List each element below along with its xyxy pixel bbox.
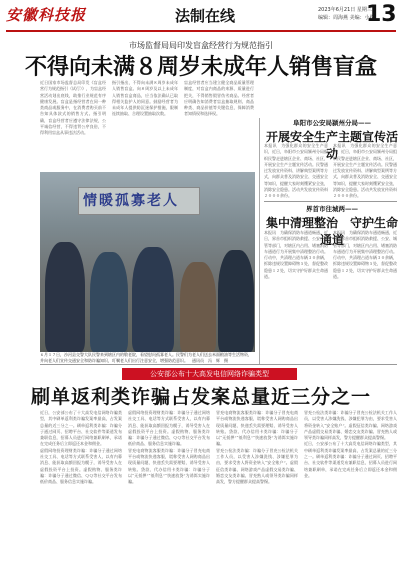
side-story1-headline: 开展安全生产主题宣传活动 xyxy=(265,130,398,161)
top-story-headline: 不得向未满８周岁未成年人销售盲盒 xyxy=(24,55,377,80)
lower-story-banner: 公安部公布十大高发电信网络诈骗类型 xyxy=(122,368,297,380)
photo-person xyxy=(90,252,128,352)
section-divider xyxy=(40,364,397,365)
photo-person xyxy=(45,242,85,352)
side-story2-headline: 集中清理整治 守护生命通道 xyxy=(265,216,398,247)
photo-person xyxy=(218,250,254,352)
news-photo xyxy=(40,172,255,352)
side-story2-body-a: 本报讯 为确保消防车通道畅通，近日，界首市组织消防救援、公安、城管等部门，对辖区内占用、堵塞消防车通道行为开展集中清理整治行动。行动中，共清理占道车辆３０余辆，拆除违规设置障碍物５处，督促整改隐患１２处，切实守护好群众生命通道。 xyxy=(264,230,328,280)
top-story-column-3: 盲盒经营者应当建立健全商品质量管理制度，对盲盒内商品的来源、质量进行把关，不得销售假冒伪劣商品。经营者应明确告知消费者盲盒抽取规则、商品种类、商品价值等关键信息，保障消费者知情权和选择权。 xyxy=(184,80,254,117)
side-story2-body-b: 本报讯 为确保消防车通道畅通，近日，界首市组织消防救援、公安、城管等部门，对辖区内占用、堵塞消防车通道行为开展集中清理整治行动。行动中，共清理占道车辆３０余辆，拆除违规设置障碍物５处，督促整改隐患１２处，切实守护好群众生命通道。 xyxy=(333,230,397,280)
column-divider xyxy=(259,118,260,364)
photo-banner-text: 情暖孤寡老人 xyxy=(83,193,179,209)
lower-story-column-4: 冒充公检法类诈骗：诈骗分子冒充公检法机关工作人员，以受害人涉嫌洗钱、涉嫌犯罪为由，要求受害人将资金转入“安全账户”。虚假征信类诈骗、网络游戏产品虚假交易类诈骗、婚恋交友类诈骗、冒充熟人或领导类诈骗同样高发，警方提醒群众提高警惕。 近日，公安部公布了十大高发电信网络诈骗类型，其中刷单返利类诈骗发案率最高，占发案总量的近三分之一。刷单返利类诈骗：诈骗分子通过网页、招聘平台、社交软件等渠道发布兼职信息，招募人员进行网络兼职刷单，承诺在完成任务后立即返还本金和佣金。 xyxy=(304,410,397,478)
section-divider xyxy=(264,201,397,202)
photo-person xyxy=(132,247,174,352)
issue-date: 2023年6月21日 星期三 xyxy=(318,7,372,13)
side-story1-kicker: 阜阳市公安局颍州分局—— xyxy=(293,119,371,127)
side-story1-body-b: 本报讯 为强化群众的安全生产意识，近日，阜阳市公安局颍州分局组织民警走进辖区企业、商场、社区，开展安全生产主题宣传活动。民警通过发放宣传资料、讲解典型案例等方式，向群众普及消防安全、交通安全等知识，提醒大家时刻绷紧安全弦，消除安全隐患。活动共发放宣传资料２０００余份。 xyxy=(333,143,397,199)
page-number: 13 xyxy=(366,2,397,27)
top-story-column-2: 指引指出，不得向未满８周岁未成年人销售盲盒。向８周岁及以上未成年人销售盲盒商品，应当依法确认已取得相关监护人的同意。鼓励经营者为未成年人提供防沉迷保护措施，限制连续抽取、合理设置抽取次数。 xyxy=(112,80,178,117)
photo-credit: 通讯员 冯 辉 摄 xyxy=(192,358,228,363)
side-story2-kicker: 界首市往城两—— xyxy=(306,205,358,213)
masthead xyxy=(0,0,402,30)
masthead-divider xyxy=(6,30,396,32)
photo-banner xyxy=(78,187,200,215)
side-story1-body-a: 本报讯 为强化群众的安全生产意识，近日，阜阳市公安局颍州分局组织民警走进辖区企业、商场、社区，开展安全生产主题宣传活动。民警通过发放宣传资料、讲解典型案例等方式，向群众普及消防安全、交通安全等知识，提醒大家时刻绷紧安全弦，消除安全隐患。活动共发放宣传资料２０００余份。 xyxy=(264,143,328,199)
lower-story-headline: 刷单返利类诈骗占发案总量近三分之一 xyxy=(30,386,371,408)
editor-credit: 编辑：周海燕 美编：小路 xyxy=(318,15,375,21)
lower-story-column-3: 冒充电商物流客服类诈骗：诈骗分子冒充电商平台或物流快递客服，谎称受害人网购商品出现质量问题、快递丢失需要理赔，诱导受害人转账。贷款、代办信用卡类诈骗：诈骗分子以“无抵押”“低利息”“快速放贷”为诱饵实施诈骗。 冒充公检法类诈骗：诈骗分子冒充公检法机关工作人员，以受害人涉嫌洗钱、涉嫌犯罪为由，要求受害人将资金转入“安全账户”。虚假征信类诈骗、网络游戏产品虚假交易类诈骗、婚恋交友类诈骗、冒充熟人或领导类诈骗同样高发，警方提醒群众提高警惕。 xyxy=(216,410,298,485)
section-title: 法制在线 xyxy=(175,7,236,25)
top-story-kicker: 市场监督局局印发盲盒经营行为规范指引 xyxy=(129,41,273,50)
newspaper-logo: 安徽科技报 xyxy=(6,6,87,24)
photo-caption: ６月１７日，沙河县交警大队民警来到辖区内的敬老院，看望慰问孤寡老人。民警们为老人们送去米面粮油等生活物资，并向老人们宣传交通安全和防诈骗知识，叮嘱老人们出行注意安全，增强防范意识。 通讯员 冯 辉 摄 xyxy=(40,352,252,363)
lower-story-column-1: 近日，公安部公布了十大高发电信网络诈骗类型，其中刷单返利类诈骗发案率最高，占发案总量的近三分之一。刷单返利类诈骗：诈骗分子通过网页、招聘平台、社交软件等渠道发布兼职信息，招募人员进行网络兼职刷单，承诺在完成任务后立即返还本金和佣金。 虚假网络投资理财类诈骗：诈骗分子通过网络社交工具、电话等方式联系受害人，以有内幕消息、能获取高额回报为幌子，诱导受害人在虚假投资平台上投资。虚假购物、服务类诈骗：诈骗分子通过微信、ＱＱ等社交平台发布低价商品、服务信息实施诈骗。 xyxy=(40,410,122,485)
lower-story-column-2: 虚假网络投资理财类诈骗：诈骗分子通过网络社交工具、电话等方式联系受害人，以有内幕消息、能获取高额回报为幌子，诱导受害人在虚假投资平台上投资。虚假购物、服务类诈骗：诈骗分子通过微信、ＱＱ等社交平台发布低价商品、服务信息实施诈骗。 冒充电商物流客服类诈骗：诈骗分子冒充电商平台或物流快递客服，谎称受害人网购商品出现质量问题、快递丢失需要理赔，诱导受害人转账。贷款、代办信用卡类诈骗：诈骗分子以“无抵押”“低利息”“快速放贷”为诱饵实施诈骗。 xyxy=(128,410,210,485)
photo-person xyxy=(180,262,216,352)
top-story-column-1: 近日国家市场监督总局印发《盲盒经营行为规范指引（试行）》，为盲盒经营活动划出底线，助推行业规范有序健康发展。盲盒是指经营者在同一种类商品或服务中，在消费者购买前不告知具体款式的销售方式。指引明确，盲盒经营者应遵守法律法规，公平诚信经营，不得违背公序良俗，不得利用盲盒从事违法活动。 xyxy=(40,80,106,136)
